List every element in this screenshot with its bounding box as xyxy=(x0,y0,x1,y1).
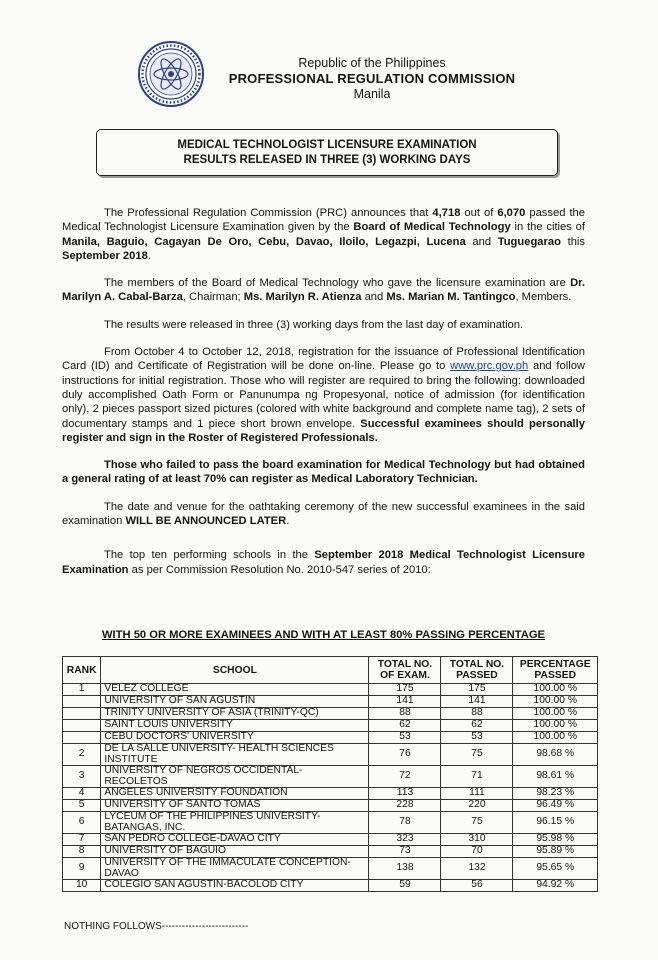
oathtaking-note: WILL BE ANNOUNCED LATER xyxy=(125,515,287,528)
text: , Chairman; xyxy=(182,291,244,304)
title-line-1: MEDICAL TECHNOLOGIST LICENSURE EXAMINATION xyxy=(177,139,477,151)
rank-cell: 4 xyxy=(63,788,101,800)
paragraph-oathtaking xyxy=(62,500,585,529)
total-exam-cell: 59 xyxy=(369,880,441,892)
passed-count: 4,718 xyxy=(432,207,461,219)
release-title-box xyxy=(96,129,558,176)
table-row xyxy=(63,732,598,744)
table-row xyxy=(63,788,598,800)
total-exam-header xyxy=(369,657,441,684)
total-count: 6,070 xyxy=(497,207,526,219)
school-header: SCHOOL xyxy=(101,657,369,684)
rank-cell: 10 xyxy=(63,880,101,892)
total-exam-cell: 138 xyxy=(369,858,441,880)
total-passed-cell: 75 xyxy=(441,744,513,766)
paragraph-release-days: The results were released in three (3) working days from the last day of examination. xyxy=(104,318,524,331)
table-row xyxy=(63,766,598,788)
header-line: TOTAL NO. xyxy=(377,659,433,670)
announcement-body xyxy=(62,206,585,590)
table-row xyxy=(63,744,598,766)
table-header-row xyxy=(63,657,598,684)
percentage-cell: 100.00 % xyxy=(513,720,598,732)
rank-cell xyxy=(63,732,101,744)
prc-seal-icon xyxy=(137,40,205,108)
percentage-cell: 94.92 % xyxy=(513,880,598,892)
table-row xyxy=(63,708,598,720)
exam-month: September 2018 xyxy=(62,249,148,262)
header-line: PASSED xyxy=(456,670,498,681)
paragraph-results xyxy=(62,206,585,263)
table-subheading: WITH 50 OR MORE EXAMINEES AND WITH AT LEAST 80% PASSING PERCENTAGE xyxy=(102,629,545,641)
rank-cell: 6 xyxy=(63,812,101,834)
school-cell: LYCEUM OF THE PHILIPPINES UNIVERSITY-BATANGAS, INC. xyxy=(101,812,369,834)
header-line: PERCENTAGE xyxy=(519,659,591,670)
total-exam-cell: 53 xyxy=(369,732,441,744)
text: From October 4 to October 12, 2018, registration for the issuance of Professional Identification Card (ID) and Certificate of Registration will be done on-line. Please go to xyxy=(62,346,585,373)
school-cell: DE LA SALLE UNIVERSITY- HEALTH SCIENCES INSTITUTE xyxy=(101,744,369,766)
percentage-cell: 95.89 % xyxy=(513,846,598,858)
text: and follow instructions for initial registration. Those who will register are required to bring the following: downloaded duly accomplished Oath Form or Panunumpa ng Propesyonal, notice of admission (for identification only), 2 pieces passport sized pictures (colored with white background and complete name tag), 2 sets of documentary stamps and 1 piece short brown envelope. xyxy=(62,360,585,430)
percentage-cell: 96.15 % xyxy=(513,812,598,834)
rank-cell: 7 xyxy=(63,834,101,846)
percentage-cell: 96.49 % xyxy=(513,800,598,812)
city-line: Manila xyxy=(353,87,391,101)
total-passed-cell: 53 xyxy=(441,732,513,744)
board-name: Board of Medical Technology xyxy=(353,221,511,234)
text: The members of the Board of Medical Technology who gave the licensure examination are xyxy=(104,277,571,290)
school-cell: ANGELES UNIVERSITY FOUNDATION xyxy=(101,788,369,800)
school-cell: UNIVERSITY OF BAGUIO xyxy=(101,846,369,858)
total-exam-cell: 62 xyxy=(369,720,441,732)
total-exam-cell: 73 xyxy=(369,846,441,858)
top-schools-table xyxy=(62,656,598,892)
rank-cell xyxy=(63,708,101,720)
percentage-cell: 98.61 % xyxy=(513,766,598,788)
school-cell: TRINITY UNIVERSITY OF ASIA (TRINITY-QC) xyxy=(101,708,369,720)
text: . xyxy=(286,515,290,528)
total-passed-cell: 70 xyxy=(441,846,513,858)
table-row xyxy=(63,684,598,696)
percentage-cell: 95.65 % xyxy=(513,858,598,880)
registration-note: Successful examinees should personally register and sign in the Roster of Registered Professionals. xyxy=(62,417,585,444)
prc-website-link[interactable]: www.prc.gov.ph xyxy=(450,360,529,373)
header-line: OF EXAM. xyxy=(380,670,430,681)
text: out of xyxy=(460,207,498,219)
rank-cell: 3 xyxy=(63,766,101,788)
text: The top ten performing schools in the xyxy=(104,549,315,562)
percentage-cell: 95.98 % xyxy=(513,834,598,846)
nothing-follows: NOTHING FOLLOWS-------------------------- xyxy=(64,921,249,932)
republic-line: Republic of the Philippines xyxy=(298,56,446,70)
school-cell: UNIVERSITY OF SAN AGUSTIN xyxy=(101,696,369,708)
table-row xyxy=(63,858,598,880)
school-cell: SAINT LOUIS UNIVERSITY xyxy=(101,720,369,732)
text: and xyxy=(465,235,498,248)
chairman-name: Dr. Marilyn A. Cabal-Barza xyxy=(62,277,585,304)
total-passed-cell: 132 xyxy=(441,858,513,880)
total-exam-cell: 141 xyxy=(369,696,441,708)
total-exam-cell: 175 xyxy=(369,684,441,696)
header-line: TOTAL NO. xyxy=(449,659,505,670)
percentage-cell: 100.00 % xyxy=(513,708,598,720)
total-passed-cell: 141 xyxy=(441,696,513,708)
table-row xyxy=(63,846,598,858)
text: , Members. xyxy=(515,291,572,304)
rank-cell: 9 xyxy=(63,858,101,880)
school-cell: VELEZ COLLEGE xyxy=(101,684,369,696)
lab-technician-note: Those who failed to pass the board examination for Medical Technology but had obtained a general rating of at least 70% can register as Medical Laboratory Technician. xyxy=(62,459,585,486)
exam-name: September 2018 Medical Technologist Licensure Examination xyxy=(62,549,586,576)
total-passed-cell: 75 xyxy=(441,812,513,834)
paragraph-board-members xyxy=(62,276,585,305)
total-exam-cell: 323 xyxy=(369,834,441,846)
paragraph-lab-technician xyxy=(62,458,585,487)
table-row xyxy=(63,696,598,708)
table-row xyxy=(63,800,598,812)
text: as per Commission Resolution No. 2010-547 series of 2010: xyxy=(128,563,431,576)
percentage-header xyxy=(513,657,598,684)
total-exam-cell: 113 xyxy=(369,788,441,800)
percentage-cell: 98.68 % xyxy=(513,744,598,766)
table-body xyxy=(63,684,598,892)
rank-cell: 2 xyxy=(63,744,101,766)
text: in the cities of xyxy=(510,221,586,234)
total-passed-cell: 111 xyxy=(441,788,513,800)
rank-cell: 1 xyxy=(63,684,101,696)
total-passed-cell: 175 xyxy=(441,684,513,696)
text: The Professional Regulation Commission (PRC) announces that xyxy=(104,207,433,219)
total-passed-header xyxy=(441,657,513,684)
total-exam-cell: 228 xyxy=(369,800,441,812)
total-passed-cell: 310 xyxy=(441,834,513,846)
percentage-cell: 98.23 % xyxy=(513,788,598,800)
total-passed-cell: 62 xyxy=(441,720,513,732)
text: The date and venue for the oathtaking ceremony of the new successful examinees in the said examination xyxy=(62,500,585,528)
text: passed the Medical Technologist Licensure Examination given by the xyxy=(62,207,585,234)
table-row xyxy=(63,880,598,892)
paragraph-registration xyxy=(62,345,585,445)
table-row xyxy=(63,834,598,846)
letterhead xyxy=(0,0,658,118)
percentage-cell: 100.00 % xyxy=(513,732,598,744)
rank-cell: 5 xyxy=(63,800,101,812)
city-last: Tuguegarao xyxy=(497,235,561,248)
school-cell: UNIVERSITY OF THE IMMACULATE CONCEPTION-DAVAO xyxy=(101,858,369,880)
title-line-2: RESULTS RELEASED IN THREE (3) WORKING DAYS xyxy=(183,153,471,166)
rank-cell: 8 xyxy=(63,846,101,858)
total-exam-cell: 76 xyxy=(369,744,441,766)
text: and xyxy=(361,291,387,304)
school-cell: COLEGIO SAN AGUSTIN-BACOLOD CITY xyxy=(101,880,369,892)
total-passed-cell: 56 xyxy=(441,880,513,892)
header-line: PASSED xyxy=(534,670,577,681)
school-cell: SAN PEDRO COLLEGE-DAVAO CITY xyxy=(101,834,369,846)
school-cell: UNIVERSITY OF SANTO TOMAS xyxy=(101,800,369,812)
percentage-cell: 100.00 % xyxy=(513,696,598,708)
school-cell: CEBU DOCTORS' UNIVERSITY xyxy=(101,732,369,744)
total-passed-cell: 71 xyxy=(441,766,513,788)
rank-cell xyxy=(63,720,101,732)
text: . xyxy=(147,249,151,262)
total-exam-cell: 72 xyxy=(369,766,441,788)
school-cell: UNIVERSITY OF NEGROS OCCIDENTAL-RECOLETOS xyxy=(101,766,369,788)
member-name: Ms. Marian M. Tantingco xyxy=(386,291,516,304)
member-name: Ms. Marilyn R. Atienza xyxy=(243,291,362,304)
rank-header: RANK xyxy=(63,657,101,684)
paragraph-top-schools xyxy=(62,548,585,577)
cities: Manila, Baguio, Cagayan De Oro, Cebu, Davao, Iloilo, Legazpi, Lucena xyxy=(62,235,466,248)
table-row xyxy=(63,720,598,732)
total-exam-cell: 78 xyxy=(369,812,441,834)
commission-name: PROFESSIONAL REGULATION COMMISSION xyxy=(228,71,516,86)
letterhead-text xyxy=(212,56,532,102)
percentage-cell: 100.00 % xyxy=(513,684,598,696)
text: this xyxy=(560,235,585,248)
total-exam-cell: 88 xyxy=(369,708,441,720)
total-passed-cell: 220 xyxy=(441,800,513,812)
total-passed-cell: 88 xyxy=(441,708,513,720)
rank-cell xyxy=(63,696,101,708)
table-row xyxy=(63,812,598,834)
